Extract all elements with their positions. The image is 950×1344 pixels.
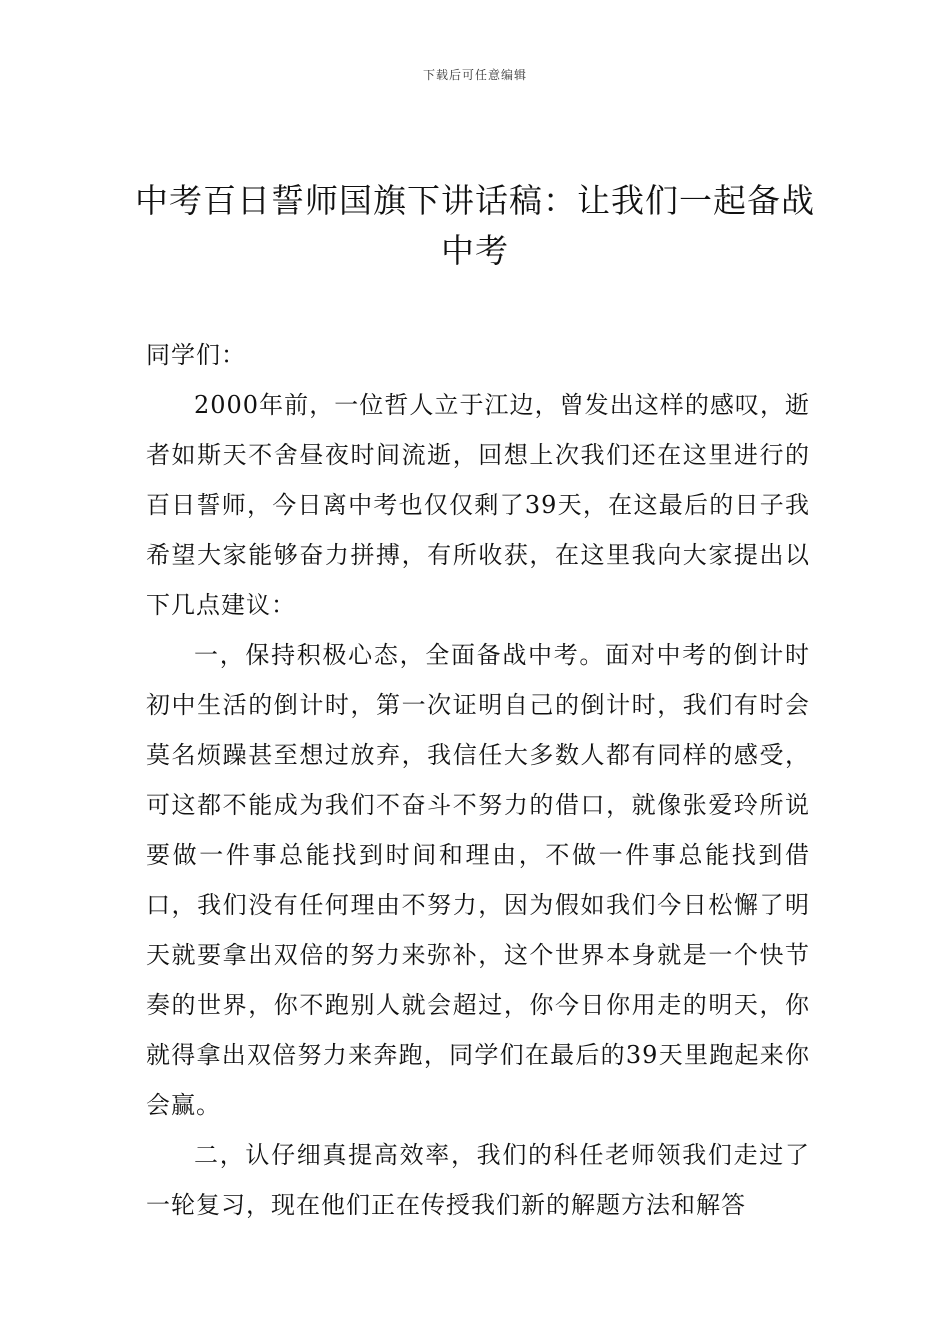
paragraph-1: 2000年前，一位哲人立于江边，曾发出这样的感叹，逝者如斯天不舍昼夜时间流逝，回想上次我们还在这里进行的百日誓师，今日离中考也仅仅剩了39天，在这最后的日子我希望大家能够奋力拼搏，有所收获，在这里我向大家提出以下几点建议： [146, 391, 810, 619]
header-note: 下载后可任意编辑 [422, 68, 527, 82]
salutation: 同学们： [146, 341, 246, 369]
document-body [146, 330, 810, 1230]
paragraph-3: 二，认仔细真提高效率，我们的科任老师领我们走过了一轮复习，现在他们正在传授我们新的解题方法和解答 [146, 1141, 810, 1219]
paragraph-2: 一，保持积极心态，全面备战中考。面对中考的倒计时初中生活的倒计时，第一次证明自己的倒计时，我们有时会莫名烦躁甚至想过放弃，我信任大多数人都有同样的感受，可这都不能成为我们不奋斗不努力的借口，就像张爱玲所说要做一件事总能找到时间和理由，不做一件事总能找到借口，我们没有任何理由不努力，因为假如我们今日松懈了明天就要拿出双倍的努力来弥补，这个世界本身就是一个快节奏的世界，你不跑别人就会超过，你今日你用走的明天，你就得拿出双倍努力来奔跑，同学们在最后的39天里跑起来你会赢。 [146, 641, 810, 1119]
document-title: 中考百日誓师国旗下讲话稿：让我们一起备战中考 [135, 181, 815, 270]
